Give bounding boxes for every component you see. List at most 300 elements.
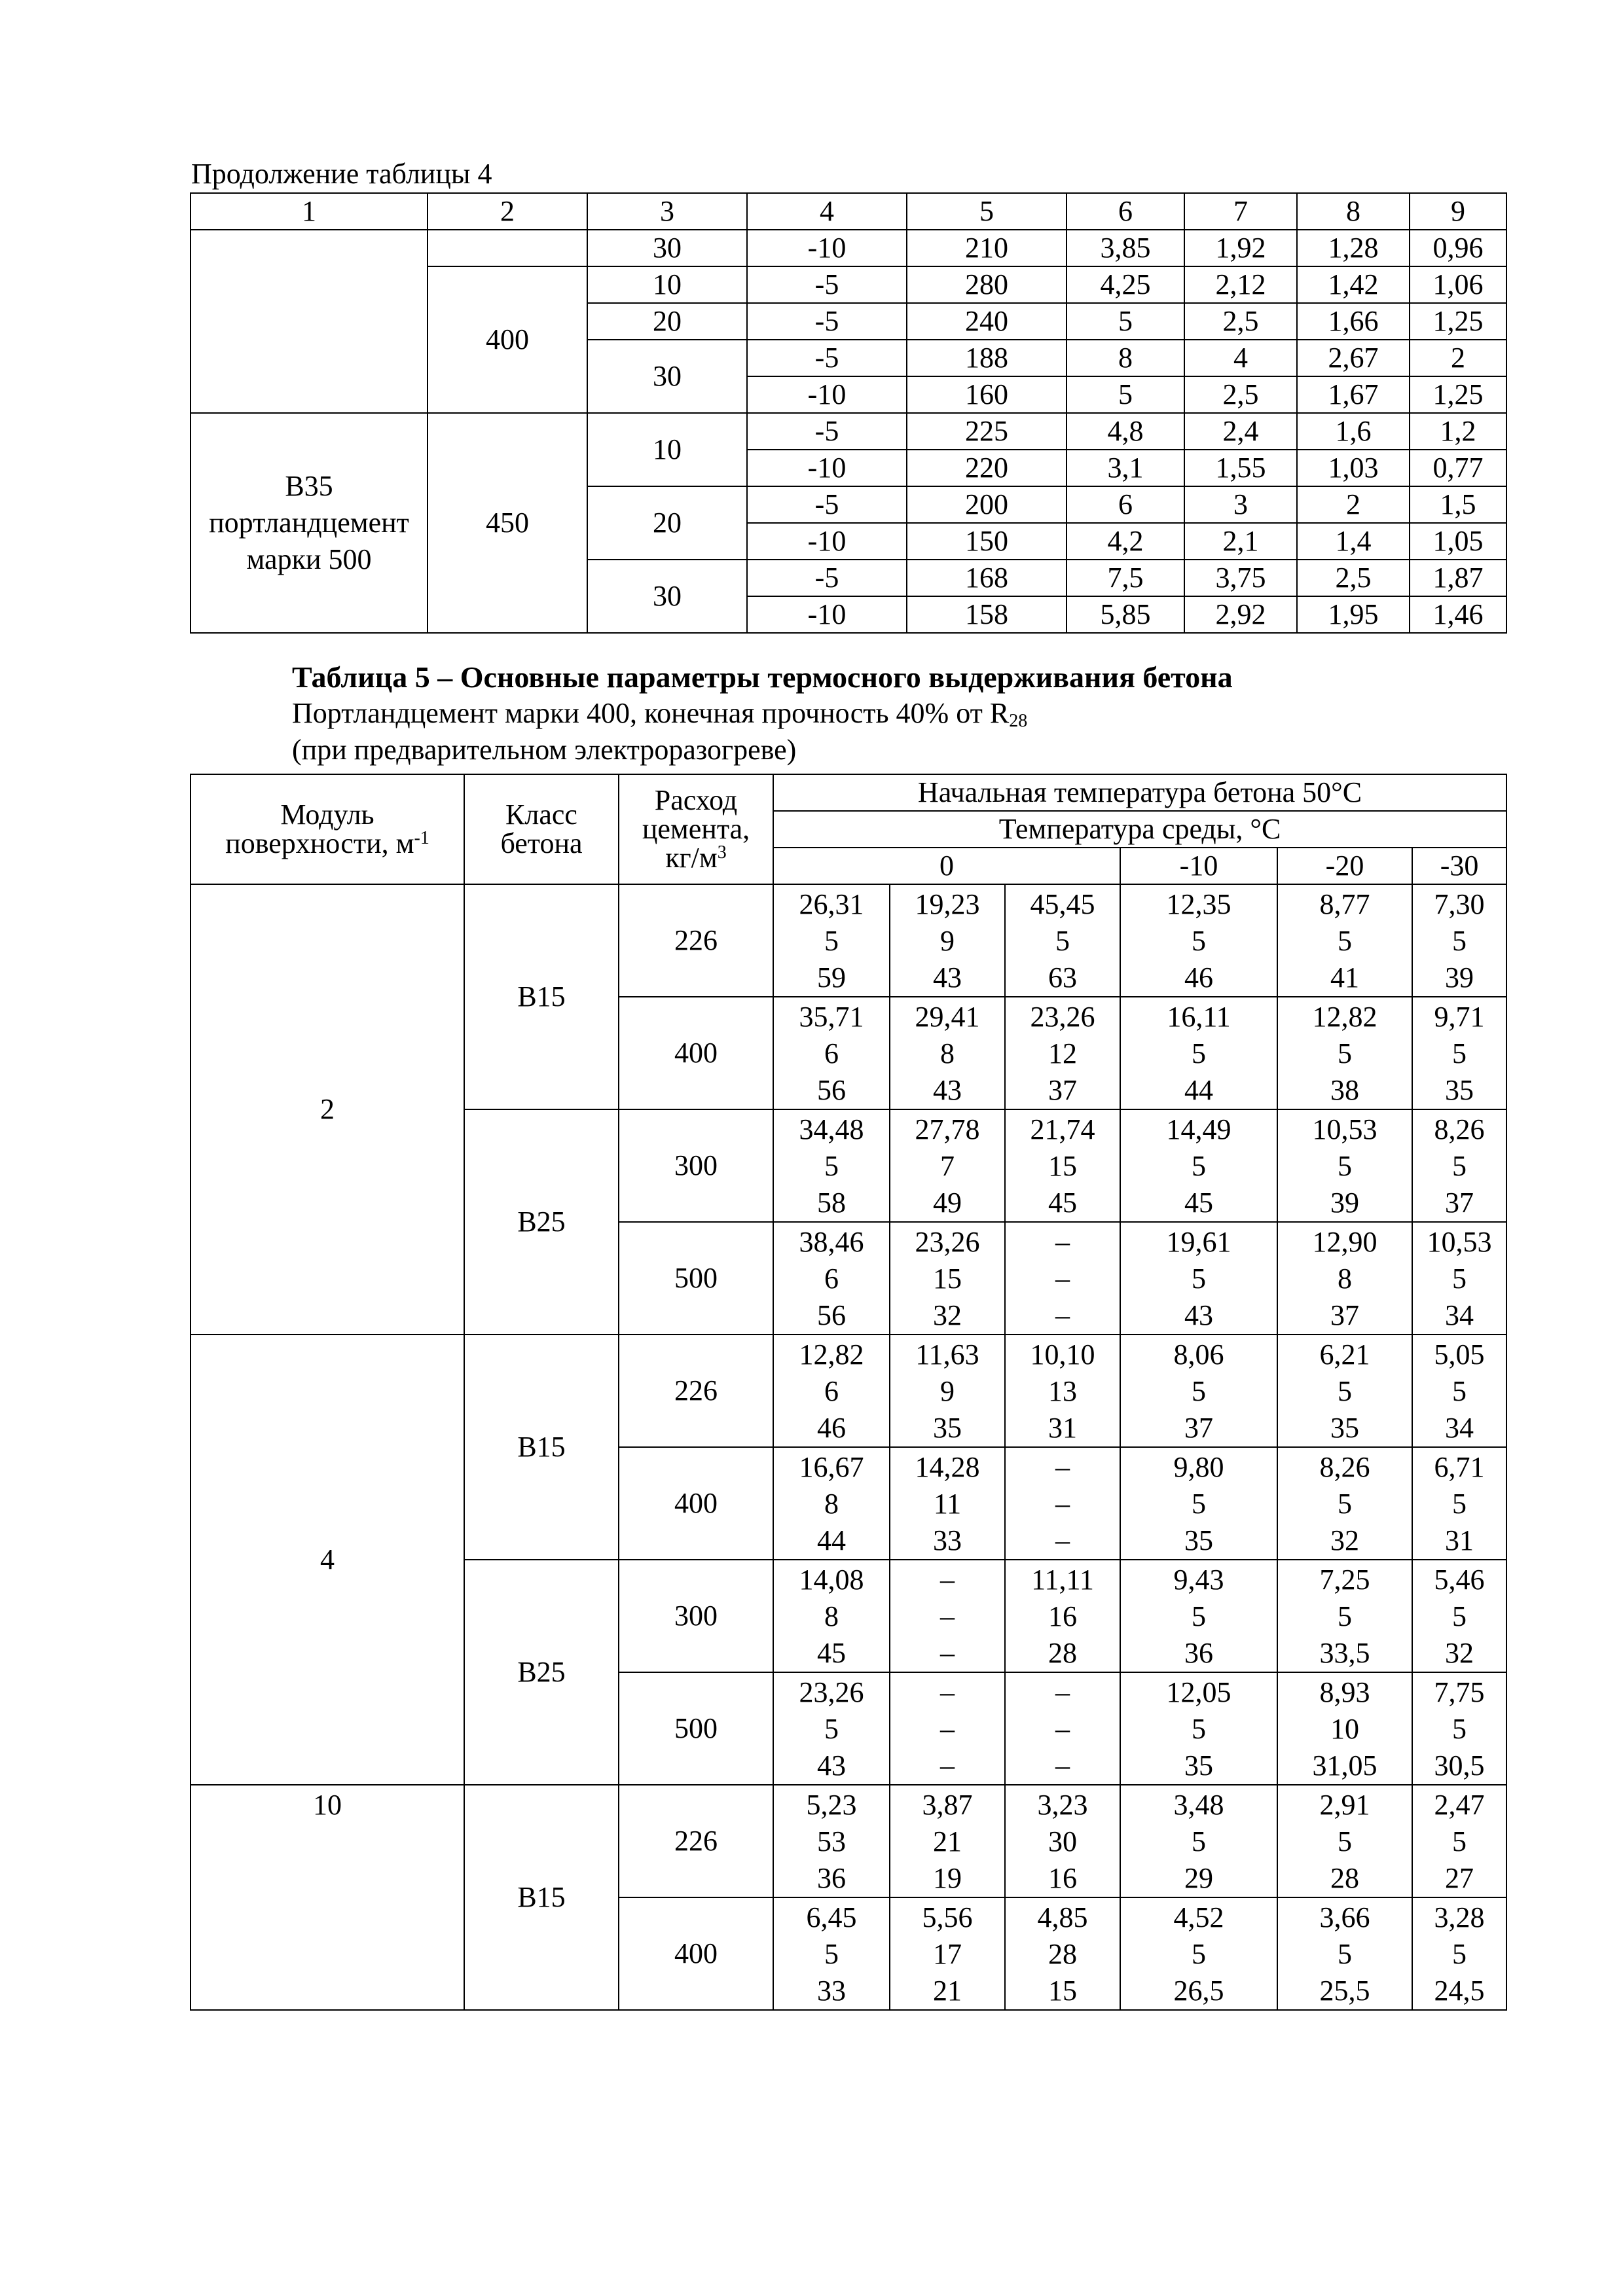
- value-line: 2,47: [1434, 1789, 1485, 1821]
- value-cell: [890, 1109, 1005, 1222]
- modulus-cell: 4: [191, 1335, 464, 1785]
- temp-header: -10: [1120, 848, 1277, 884]
- value-cell: [1412, 1222, 1506, 1335]
- value-cell: [1005, 1335, 1120, 1447]
- value-line: 9,43: [1173, 1564, 1224, 1596]
- cell: 3,85: [1067, 230, 1184, 266]
- value-line: 3,23: [1037, 1789, 1088, 1821]
- value-cell: [1120, 1897, 1277, 2010]
- value-line: 11,63: [915, 1338, 979, 1371]
- modulus-header: [191, 774, 464, 884]
- cell: 210: [907, 230, 1067, 266]
- value-line: 12: [1048, 1037, 1077, 1069]
- col-header: 9: [1410, 193, 1506, 230]
- value-cell: [890, 1222, 1005, 1335]
- value-line: –: [1055, 1524, 1070, 1556]
- value-line: 5,05: [1434, 1338, 1485, 1371]
- value-line: 5: [824, 1938, 839, 1970]
- size-cell: 20: [587, 486, 747, 560]
- value-line: –: [1055, 1488, 1070, 1520]
- value-line: 31,05: [1312, 1749, 1377, 1782]
- modulus-header-line1: Модуль: [280, 798, 374, 831]
- value-line: 5: [1338, 1938, 1352, 1970]
- value-line: 8,77: [1319, 888, 1370, 920]
- value-cell: [1005, 1672, 1120, 1785]
- value-line: 27: [1445, 1862, 1474, 1894]
- value-line: 28: [1048, 1637, 1077, 1669]
- value-line: 7: [940, 1150, 955, 1182]
- cell: 1,87: [1410, 560, 1506, 596]
- value-cell: [1005, 1109, 1120, 1222]
- cell: -5: [747, 303, 907, 340]
- consumption-cell: 300: [619, 1560, 773, 1672]
- value-line: –: [1055, 1451, 1070, 1483]
- value-line: 21: [933, 1975, 962, 2007]
- value-line: 26,31: [799, 888, 864, 920]
- value-line: 5: [1452, 1938, 1467, 1970]
- value-cell: [773, 1109, 890, 1222]
- value-line: 5: [1192, 1037, 1206, 1069]
- value-line: 3,28: [1434, 1901, 1485, 1933]
- value-line: –: [1055, 1676, 1070, 1708]
- value-cell: [890, 1785, 1005, 1897]
- consumption-header-sup: 3: [717, 842, 727, 863]
- value-line: 31: [1048, 1412, 1077, 1444]
- value-line: 45,45: [1030, 888, 1095, 920]
- value-cell: [1120, 884, 1277, 997]
- value-cell: [1412, 1335, 1506, 1447]
- value-cell: [1120, 1672, 1277, 1785]
- value-line: 8: [1338, 1263, 1352, 1295]
- consumption-cell: 226: [619, 1785, 773, 1897]
- value-line: 6,21: [1319, 1338, 1370, 1371]
- value-line: 44: [1184, 1074, 1213, 1106]
- value-line: 5: [1192, 925, 1206, 957]
- value-line: 11,11: [1031, 1564, 1094, 1596]
- value-line: 5,56: [922, 1901, 973, 1933]
- value-line: 8: [824, 1600, 839, 1632]
- temp-header: 0: [773, 848, 1120, 884]
- table5-body: [191, 884, 1506, 2010]
- value-cell: [890, 1897, 1005, 2010]
- value-line: 9: [940, 925, 955, 957]
- col-header: 8: [1297, 193, 1410, 230]
- value-line: 5: [824, 925, 839, 957]
- ambient-temp-header: Температура среды, °С: [773, 811, 1506, 848]
- value-line: –: [940, 1713, 955, 1745]
- cell: -5: [747, 340, 907, 376]
- col-header: 1: [191, 193, 428, 230]
- cell: 2,12: [1184, 266, 1297, 303]
- value-cell: [1120, 1222, 1277, 1335]
- value-cell: [890, 1560, 1005, 1672]
- value-line: 31: [1445, 1524, 1474, 1556]
- modulus-header-sup: -1: [414, 828, 429, 848]
- value-line: 34: [1445, 1412, 1474, 1444]
- cell: 2: [1297, 486, 1410, 523]
- value-line: 17: [933, 1938, 962, 1970]
- value-line: 12,82: [1312, 1001, 1377, 1033]
- cell: 240: [907, 303, 1067, 340]
- value-line: 34: [1445, 1299, 1474, 1331]
- cell: 0,96: [1410, 230, 1506, 266]
- value-cell: [773, 1222, 890, 1335]
- value-line: 38,46: [799, 1226, 864, 1258]
- value-line: 19,61: [1166, 1226, 1231, 1258]
- value-line: 8: [824, 1488, 839, 1520]
- cell: 1,67: [1297, 376, 1410, 413]
- col-header: 5: [907, 193, 1067, 230]
- value-line: 12,82: [799, 1338, 864, 1371]
- cell: 1,25: [1410, 376, 1506, 413]
- cell: 168: [907, 560, 1067, 596]
- value-line: 5: [824, 1150, 839, 1182]
- cell: 4,25: [1067, 266, 1184, 303]
- value-line: 53: [817, 1825, 846, 1857]
- value-line: 12,35: [1166, 888, 1231, 920]
- consumption-cell: 400: [619, 1897, 773, 2010]
- value-line: 16,67: [799, 1451, 864, 1483]
- cell: 30: [587, 230, 747, 266]
- table-row: [191, 230, 1506, 266]
- col-header: 6: [1067, 193, 1184, 230]
- value-line: 5: [1192, 1375, 1206, 1407]
- class-cell: В15: [464, 1785, 619, 2010]
- value-cell: [1120, 997, 1277, 1109]
- cell: 158: [907, 596, 1067, 633]
- consumption-header: [619, 774, 773, 884]
- cell: 1,66: [1297, 303, 1410, 340]
- cell: 1,55: [1184, 450, 1297, 486]
- cell: 6: [1067, 486, 1184, 523]
- value-line: 25,5: [1319, 1975, 1370, 2007]
- value-line: –: [1055, 1263, 1070, 1295]
- value-line: 3,48: [1173, 1789, 1224, 1821]
- value-line: 3,66: [1319, 1901, 1370, 1933]
- cell: 1,92: [1184, 230, 1297, 266]
- value-line: 43: [1184, 1299, 1213, 1331]
- cell: 3: [1184, 486, 1297, 523]
- value-line: 37: [1184, 1412, 1213, 1444]
- cell: 1,46: [1410, 596, 1506, 633]
- value-line: 12,05: [1166, 1676, 1231, 1708]
- value-cell: [1005, 1560, 1120, 1672]
- value-line: 41: [1330, 961, 1359, 994]
- value-line: 37: [1330, 1299, 1359, 1331]
- cell: 2,67: [1297, 340, 1410, 376]
- cell: 200: [907, 486, 1067, 523]
- consumption-cell: 400: [619, 997, 773, 1109]
- cell: 1,25: [1410, 303, 1506, 340]
- value-line: 23,26: [915, 1226, 980, 1258]
- consumption-cell: 300: [619, 1109, 773, 1222]
- class-cell-empty: [191, 230, 428, 413]
- value-cell: [1277, 1785, 1412, 1897]
- value-cell: [773, 997, 890, 1109]
- value-cell: [1277, 1109, 1412, 1222]
- value-line: 56: [817, 1299, 846, 1331]
- value-line: 45: [1048, 1187, 1077, 1219]
- class-cell: В15: [464, 1335, 619, 1560]
- value-cell: [1277, 1560, 1412, 1672]
- value-line: 43: [817, 1749, 846, 1782]
- value-line: 14,49: [1166, 1113, 1231, 1145]
- size-cell: 30: [587, 340, 747, 413]
- value-line: 30,5: [1434, 1749, 1485, 1782]
- value-line: 6,45: [806, 1901, 857, 1933]
- value-cell: [1120, 1785, 1277, 1897]
- value-line: 28: [1048, 1938, 1077, 1970]
- value-line: 5: [1452, 925, 1467, 957]
- consumption-header-line1: Расход: [654, 784, 738, 816]
- cell: 4,8: [1067, 413, 1184, 450]
- value-cell: [773, 1785, 890, 1897]
- cell: 4,2: [1067, 523, 1184, 560]
- value-line: 8,06: [1173, 1338, 1224, 1371]
- value-line: 35: [1445, 1074, 1474, 1106]
- value-line: 9,71: [1434, 1001, 1485, 1033]
- value-line: 59: [817, 961, 846, 994]
- value-line: 44: [817, 1524, 846, 1556]
- value-cell: [1005, 1447, 1120, 1560]
- consumption-header-line3: [619, 844, 773, 872]
- value-line: 33: [933, 1524, 962, 1556]
- class-cell: В15: [464, 884, 619, 1109]
- value-line: 27,78: [915, 1113, 980, 1145]
- value-line: 5: [1055, 925, 1070, 957]
- consumption-cell: 400: [619, 1447, 773, 1560]
- value-line: 5: [1338, 1150, 1352, 1182]
- value-line: 39: [1445, 961, 1474, 994]
- cell: 20: [587, 303, 747, 340]
- cell: 5,85: [1067, 596, 1184, 633]
- value-line: 5: [1338, 1600, 1352, 1632]
- value-line: 5: [1192, 1713, 1206, 1745]
- value-cell: [1412, 1447, 1506, 1560]
- cell: 1,28: [1297, 230, 1410, 266]
- value-line: 7,25: [1319, 1564, 1370, 1596]
- value-line: 6: [824, 1263, 839, 1295]
- value-line: 8,26: [1434, 1113, 1485, 1145]
- value-cell: [1005, 997, 1120, 1109]
- consumption-cell: 500: [619, 1222, 773, 1335]
- class-header-line2: бетона: [500, 827, 583, 859]
- modulus-header-line2: [191, 829, 464, 858]
- value-cell: [1005, 1222, 1120, 1335]
- value-cell: [773, 884, 890, 997]
- value-line: 5: [1338, 925, 1352, 957]
- value-line: 35: [1330, 1412, 1359, 1444]
- modulus-cell: 10: [191, 1785, 464, 2010]
- value-line: 35: [933, 1412, 962, 1444]
- value-line: 6: [824, 1375, 839, 1407]
- value-line: 10,10: [1030, 1338, 1095, 1371]
- value-line: 5: [1452, 1150, 1467, 1182]
- cell: 10: [587, 266, 747, 303]
- value-line: 5: [1338, 1488, 1352, 1520]
- value-line: –: [1055, 1713, 1070, 1745]
- value-cell: [1412, 1560, 1506, 1672]
- value-cell: [1120, 1560, 1277, 1672]
- value-line: 5,23: [806, 1789, 857, 1821]
- value-line: 37: [1048, 1074, 1077, 1106]
- col-header: 2: [428, 193, 587, 230]
- value-cell: [1277, 1672, 1412, 1785]
- value-line: 5: [1452, 1488, 1467, 1520]
- value-cell: [1412, 1109, 1506, 1222]
- value-line: –: [1055, 1226, 1070, 1258]
- value-line: 8,93: [1319, 1676, 1370, 1708]
- table4-caption: Продолжение таблицы 4: [191, 158, 492, 190]
- value-line: 29,41: [915, 1001, 980, 1033]
- value-line: 35,71: [799, 1001, 864, 1033]
- table-row: [191, 413, 1506, 450]
- value-line: 24,5: [1434, 1975, 1485, 2007]
- cell: 188: [907, 340, 1067, 376]
- value-line: 23,26: [799, 1676, 864, 1708]
- value-line: –: [940, 1676, 955, 1708]
- value-line: 5: [1192, 1488, 1206, 1520]
- value-line: –: [940, 1637, 955, 1669]
- value-line: 3,87: [922, 1789, 973, 1821]
- value-line: 4,85: [1037, 1901, 1088, 1933]
- size-cell: 30: [587, 560, 747, 633]
- value-line: 39: [1330, 1187, 1359, 1219]
- value-cell: [890, 1672, 1005, 1785]
- value-cell: [773, 1897, 890, 2010]
- value-line: 33: [817, 1975, 846, 2007]
- value-cell: [773, 1335, 890, 1447]
- value-line: 5: [1192, 1825, 1206, 1857]
- value-line: 34,48: [799, 1113, 864, 1145]
- class-cell: В25: [464, 1109, 619, 1335]
- value-line: 4,52: [1173, 1901, 1224, 1933]
- class-header: [464, 774, 619, 884]
- value-cell: [1005, 1897, 1120, 2010]
- value-cell: [890, 884, 1005, 997]
- value-line: 21,74: [1030, 1113, 1095, 1145]
- table4: [190, 192, 1507, 634]
- value-cell: [1005, 1785, 1120, 1897]
- value-line: 37: [1445, 1187, 1474, 1219]
- value-line: –: [1055, 1299, 1070, 1331]
- value-cell: [1120, 1109, 1277, 1222]
- table5-subtitle-2: (при предварительном электроразогреве): [292, 734, 797, 766]
- cell: 2,5: [1184, 376, 1297, 413]
- value-line: 16: [1048, 1862, 1077, 1894]
- value-line: 7,30: [1434, 888, 1485, 920]
- value-line: 16,11: [1167, 1001, 1231, 1033]
- cell: 1,42: [1297, 266, 1410, 303]
- value-cell: [890, 1447, 1005, 1560]
- value-line: 45: [817, 1637, 846, 1669]
- cell: 1,2: [1410, 413, 1506, 450]
- cell: -5: [747, 560, 907, 596]
- cell: -5: [747, 266, 907, 303]
- value-line: 5: [1192, 1938, 1206, 1970]
- value-line: 5: [1452, 1263, 1467, 1295]
- temp-header: -30: [1412, 848, 1506, 884]
- value-line: 19,23: [915, 888, 980, 920]
- cell: -5: [747, 413, 907, 450]
- value-line: 28: [1330, 1862, 1359, 1894]
- class-cell: В35 портландцемент марки 500: [191, 413, 428, 633]
- cell: 4: [1184, 340, 1297, 376]
- value-cell: [890, 1335, 1005, 1447]
- value-line: –: [940, 1749, 955, 1782]
- cell: 150: [907, 523, 1067, 560]
- cell: 2,5: [1184, 303, 1297, 340]
- value-line: 5: [1452, 1037, 1467, 1069]
- cell: 280: [907, 266, 1067, 303]
- table5-header-row: [191, 774, 1506, 811]
- value-cell: [1412, 1672, 1506, 1785]
- cement-cell-empty: [428, 230, 587, 266]
- initial-temp-header: Начальная температура бетона 50°С: [773, 774, 1506, 811]
- value-cell: [773, 1672, 890, 1785]
- cell: 1,5: [1410, 486, 1506, 523]
- value-cell: [1120, 1447, 1277, 1560]
- cell: -10: [747, 523, 907, 560]
- value-line: 26,5: [1173, 1975, 1224, 2007]
- value-line: 16: [1048, 1600, 1077, 1632]
- cell: 3,75: [1184, 560, 1297, 596]
- cell: 0,77: [1410, 450, 1506, 486]
- col-header: 4: [747, 193, 907, 230]
- value-line: 10,53: [1427, 1226, 1492, 1258]
- cell: 1,95: [1297, 596, 1410, 633]
- value-line: 63: [1048, 961, 1077, 994]
- consumption-header-text: кг/м: [665, 842, 718, 874]
- cell: 1,4: [1297, 523, 1410, 560]
- cell: 1,03: [1297, 450, 1410, 486]
- value-line: 5: [1192, 1600, 1206, 1632]
- cell: 1,05: [1410, 523, 1506, 560]
- value-line: 38: [1330, 1074, 1359, 1106]
- value-line: 21: [933, 1825, 962, 1857]
- cell: 2,92: [1184, 596, 1297, 633]
- value-line: 2,91: [1319, 1789, 1370, 1821]
- value-line: 5: [1338, 1825, 1352, 1857]
- modulus-cell: 2: [191, 884, 464, 1335]
- value-line: 9: [940, 1375, 955, 1407]
- value-line: 5: [1192, 1263, 1206, 1295]
- class-header-line1: Класс: [505, 798, 577, 831]
- value-cell: [773, 1447, 890, 1560]
- value-line: 8: [940, 1037, 955, 1069]
- cell: -5: [747, 486, 907, 523]
- value-line: 32: [933, 1299, 962, 1331]
- table-row: [191, 1335, 1506, 1447]
- value-line: 15: [933, 1263, 962, 1295]
- value-line: 7,75: [1434, 1676, 1485, 1708]
- table5-subtitle-1: [292, 696, 1027, 732]
- value-line: 33,5: [1319, 1637, 1370, 1669]
- value-line: 58: [817, 1187, 846, 1219]
- value-cell: [1277, 1335, 1412, 1447]
- value-line: 30: [1048, 1825, 1077, 1857]
- value-line: 5: [1452, 1375, 1467, 1407]
- value-line: 49: [933, 1187, 962, 1219]
- value-line: –: [1055, 1749, 1070, 1782]
- cell: 2,1: [1184, 523, 1297, 560]
- value-cell: [1277, 997, 1412, 1109]
- cell: -10: [747, 230, 907, 266]
- table5: [190, 774, 1507, 2011]
- value-cell: [1120, 1335, 1277, 1447]
- cell: -10: [747, 450, 907, 486]
- subtitle-text: Портландцемент марки 400, конечная прочность 40% от R: [292, 697, 1010, 729]
